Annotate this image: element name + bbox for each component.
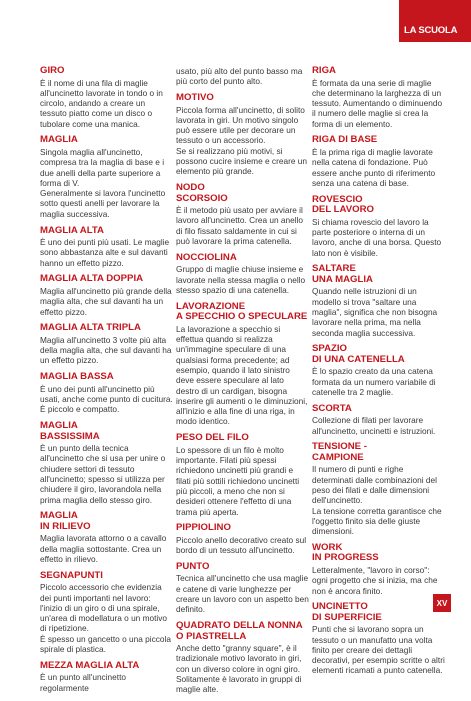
- glossary-definition: [176, 573, 309, 614]
- glossary-term: QUADRATO DELLA NONNA O PIASTRELLA: [176, 620, 303, 642]
- glossary-term: SEGNAPUNTI: [40, 569, 103, 581]
- glossary-definition: [312, 217, 445, 258]
- glossary-entry: [176, 93, 309, 177]
- definition-paragraph: È il metodo più usato per avviare il lavoro all'uncinetto. Crea un anello di filo fissato saldamente in cui si può lavorare la prima catenella.: [176, 205, 304, 247]
- definition-paragraph: È un punto all'uncinetto regolarmente: [40, 672, 126, 693]
- glossary-term: LAVORAZIONE A SPECCHIO O SPECULARE: [176, 300, 308, 323]
- glossary-term: WORK IN PROGRESS: [312, 541, 379, 564]
- section-header-tab: [399, 0, 471, 42]
- glossary-column-2: [176, 66, 309, 701]
- glossary-definition: [176, 445, 309, 517]
- glossary-entry: [312, 602, 445, 675]
- glossary-definition: [176, 324, 309, 427]
- glossary-entry: [40, 372, 173, 414]
- glossary-entry: [176, 183, 309, 246]
- definition-paragraph: Maglia lavorata attorno o a cavallo della maglia sottostante. Crea un effetto in rilievo.: [40, 533, 167, 564]
- page-number: XV: [433, 594, 451, 612]
- glossary-definition: [176, 105, 309, 177]
- glossary-entry: [312, 543, 445, 596]
- definition-paragraph: È la prima riga di maglie lavorate nella catena di fondazione. Può essere anche punto di riferimento senza una catena di base.: [312, 146, 436, 188]
- glossary-entry: [40, 571, 173, 655]
- glossary-term: MAGLIA IN RILIEVO: [40, 510, 91, 532]
- definition-paragraph: È spesso un gancetto o una piccola spirale di plastica.: [40, 633, 171, 655]
- glossary-entry: [176, 621, 309, 694]
- glossary-definition: [312, 78, 445, 129]
- glossary-definition: [312, 415, 445, 436]
- glossary-entry: [176, 66, 309, 87]
- glossary-entry: [312, 195, 445, 258]
- definition-paragraph: usato, più alto del punto basso ma più corto del punto alto.: [176, 66, 303, 87]
- glossary-term: MAGLIA ALTA TRIPLA: [40, 322, 141, 334]
- definition-paragraph: Piccolo accessorio che evidenzia dei punti importanti nel lavoro: l'inizio di un giro o di una spirale, un'area di modellatura o un motivo di ripetizione.: [40, 582, 168, 634]
- definition-paragraph: Piccola forma all'uncinetto, di solito lavorata in giri. Un motivo singolo può essere utile per decorare un tessuto o un accessorio.: [176, 104, 305, 146]
- glossary-entry: [312, 404, 445, 436]
- glossary-term: PIPPIOLINO: [176, 522, 231, 534]
- definition-paragraph: È uno dei punti all'uncinetto più usati, anche come punto di cucitura. È piccolo e compatto.: [40, 383, 173, 415]
- definition-paragraph: Letteralmente, "lavoro in corso": ogni progetto che si inizia, ma che non è ancora finito.: [312, 564, 438, 596]
- definition-paragraph: Piccolo anello decorativo creato sul bordo di un tessuto all'uncinetto.: [176, 534, 307, 556]
- definition-paragraph: È formata da una serie di maglie che determinano la larghezza di un tessuto. Aumentando o diminuendo il numero delle maglie si crea la forma di un elemento.: [312, 77, 443, 129]
- definition-paragraph: Tecnica all'uncinetto che usa maglie e catene di varie lunghezze per creare un lavoro con un aspetto ben definito.: [176, 573, 309, 615]
- glossary-definition: [312, 464, 445, 536]
- glossary-definition: [312, 624, 445, 675]
- definition-paragraph: Anche detto "granny square", è il tradizionale motivo lavorato in giri, con un diverso colore in ogni giro. Solitamente è lavorato in gruppi di maglie alte.: [176, 643, 302, 695]
- definition-paragraph: Singola maglia all'uncinetto, compresa tra la maglia di base e i due anelli della parte superiore a forma di V.: [40, 146, 165, 188]
- glossary-definition: [40, 384, 173, 415]
- glossary-term: NOCCIOLINA: [176, 251, 237, 263]
- glossary-entry: [176, 253, 309, 295]
- glossary-definition: [312, 565, 445, 596]
- glossary-definition: [176, 66, 309, 87]
- glossary-entry: [40, 323, 173, 365]
- definition-paragraph: È un punto della tecnica all'uncinetto che si usa per unire o chiudere settori di tessuto all'uncinetto; spesso si utilizza per chiudere il giro, lavorandola nella prima maglia dello stesso giro.: [40, 443, 166, 505]
- glossary-entry: [312, 66, 445, 129]
- glossary-term: PUNTO: [176, 560, 210, 572]
- glossary-term: RIGA: [312, 65, 336, 76]
- glossary-entry: [312, 264, 445, 337]
- definition-paragraph: È lo spazio creato da una catena formata da un numero variabile di catenelle tra 2 maglie.: [312, 366, 436, 397]
- glossary-term: SCORTA: [312, 402, 352, 414]
- glossary-entry: [40, 421, 173, 505]
- glossary-term: SPAZIO DI UNA CATENELLA: [312, 343, 405, 365]
- glossary-definition: [312, 286, 445, 337]
- glossary-entry: [176, 302, 309, 427]
- glossary-definition: [176, 643, 309, 694]
- glossary-definition: [40, 443, 173, 505]
- definition-paragraph: La tensione corretta garantisce che l'oggetto finito sia delle giuste dimensioni.: [312, 505, 442, 537]
- glossary-entry: [40, 661, 173, 693]
- glossary-definition: [312, 147, 445, 188]
- glossary-term: ROVESCIO DEL LAVORO: [312, 193, 375, 216]
- glossary-definition: [176, 205, 309, 246]
- definition-paragraph: Maglia all'uncinetto 3 volte più alta della maglia alta, che sul davanti ha un effetto pizzo.: [40, 334, 172, 366]
- section-title: LA SCUOLA: [404, 25, 458, 36]
- definition-paragraph: La lavorazione a specchio si effettua quando si realizza un'immagine speculare di una qualsiasi forma precedente; ad esempio, quando il lato sinistro deve essere speculare al lato destro di un cardigan, bisogna inserire gli aumenti o le diminuzioni, all'inizio e alla fine di una riga, in modo identico.: [176, 323, 308, 427]
- glossary-entry: [40, 511, 173, 564]
- glossary-term: GIRO: [40, 65, 65, 76]
- glossary-definition: [40, 78, 173, 129]
- glossary-definition: [40, 286, 173, 317]
- definition-paragraph: È uno dei punti più usati. Le maglie sono abbastanza alte e sul davanti hanno un effetto pizzo.: [40, 237, 170, 268]
- glossary-entry: [176, 433, 309, 517]
- glossary-term: MAGLIA BASSISSIMA: [40, 420, 100, 442]
- definition-paragraph: Si chiama rovescio del lavoro la parte posteriore o interna di un lavoro, anche di una borsa. Questo lato non è visibile.: [312, 216, 442, 258]
- glossary-entry: [40, 66, 173, 129]
- glossary-entry: [176, 523, 309, 555]
- glossary-entry: [176, 562, 309, 615]
- glossary-definition: [40, 533, 173, 564]
- glossary-entry: [40, 135, 173, 219]
- glossary-term: UNCINETTO DI SUPERFICIE: [312, 601, 382, 623]
- glossary-term: NODO SCORSOIO: [176, 182, 228, 204]
- glossary-entry: [40, 274, 173, 316]
- glossary-definition: [40, 147, 173, 219]
- glossary-entry: [312, 135, 445, 188]
- glossary-definition: [40, 672, 173, 693]
- glossary-definition: [40, 582, 173, 654]
- glossary-term: PESO DEL FILO: [176, 432, 249, 444]
- glossary-term: RIGA DI BASE: [312, 134, 378, 146]
- glossary-term: SALTARE UNA MAGLIA: [312, 263, 373, 285]
- definition-paragraph: Quando nelle istruzioni di un modello si trova "saltare una maglia", significa che non bisogna lavorare nella prima, ma nella seconda maglia successiva.: [312, 286, 438, 338]
- glossary-term: TENSIONE - CAMPIONE: [312, 441, 367, 463]
- glossary-definition: [312, 366, 445, 397]
- definition-paragraph: Il numero di punti e righe determinati dalle combinazioni del peso dei filati e dalle dimensioni dell'uncinetto.: [312, 464, 437, 506]
- glossary-definition: [176, 264, 309, 295]
- glossary-term: MAGLIA ALTA DOPPIA: [40, 273, 144, 285]
- glossary-term: MAGLIA BASSA: [40, 371, 114, 383]
- definition-paragraph: Maglia all'uncinetto più grande della maglia alta, che sul davanti ha un effetto pizzo.: [40, 285, 172, 317]
- glossary-definition: [40, 335, 173, 366]
- glossary-column-1: [40, 66, 173, 699]
- glossary-entry: [312, 442, 445, 536]
- glossary-entry: [312, 344, 445, 397]
- definition-paragraph: Gruppo di maglie chiuse insieme e lavorate nella stessa maglia o nello stesso spazio di una catenella.: [176, 264, 306, 295]
- definition-paragraph: È il nome di una fila di maglie all'uncinetto lavorate in tondo o in circolo, andando a creare un tessuto piatto come un disco o tubolare come una manica.: [40, 77, 163, 129]
- glossary-term: MAGLIA ALTA: [40, 224, 104, 236]
- definition-paragraph: Punti che si lavorano sopra un tessuto o un manufatto una volta finito per creare dei dettagli decorativi, per esempio scritte o altri elementi ricamati a punto catenella.: [312, 624, 445, 676]
- glossary-column-3: [312, 66, 445, 682]
- definition-paragraph: Collezione di filati per lavorare all'uncinetto, uncinetti e istruzioni.: [312, 415, 436, 436]
- glossary-term: MAGLIA: [40, 134, 78, 146]
- glossary-entry: [40, 226, 173, 268]
- definition-paragraph: Lo spessore di un filo è molto importante. Filati più spessi richiedono uncinetti più grandi e filati più sottili richiedono uncinetti più piccoli, a meno che non si desideri ottenere l'effetto di una trama più aperta.: [176, 444, 300, 517]
- glossary-term: MOTIVO: [176, 92, 214, 104]
- definition-paragraph: Generalmente si lavora l'uncinetto sotto questi anelli per lavorare la maglia successiva.: [40, 188, 166, 219]
- glossary-definition: [40, 237, 173, 268]
- glossary-definition: [176, 535, 309, 556]
- definition-paragraph: Se si realizzano più motivi, si possono cucire insieme e creare un elemento più grande.: [176, 145, 307, 177]
- glossary-term: MEZZA MAGLIA ALTA: [40, 659, 140, 671]
